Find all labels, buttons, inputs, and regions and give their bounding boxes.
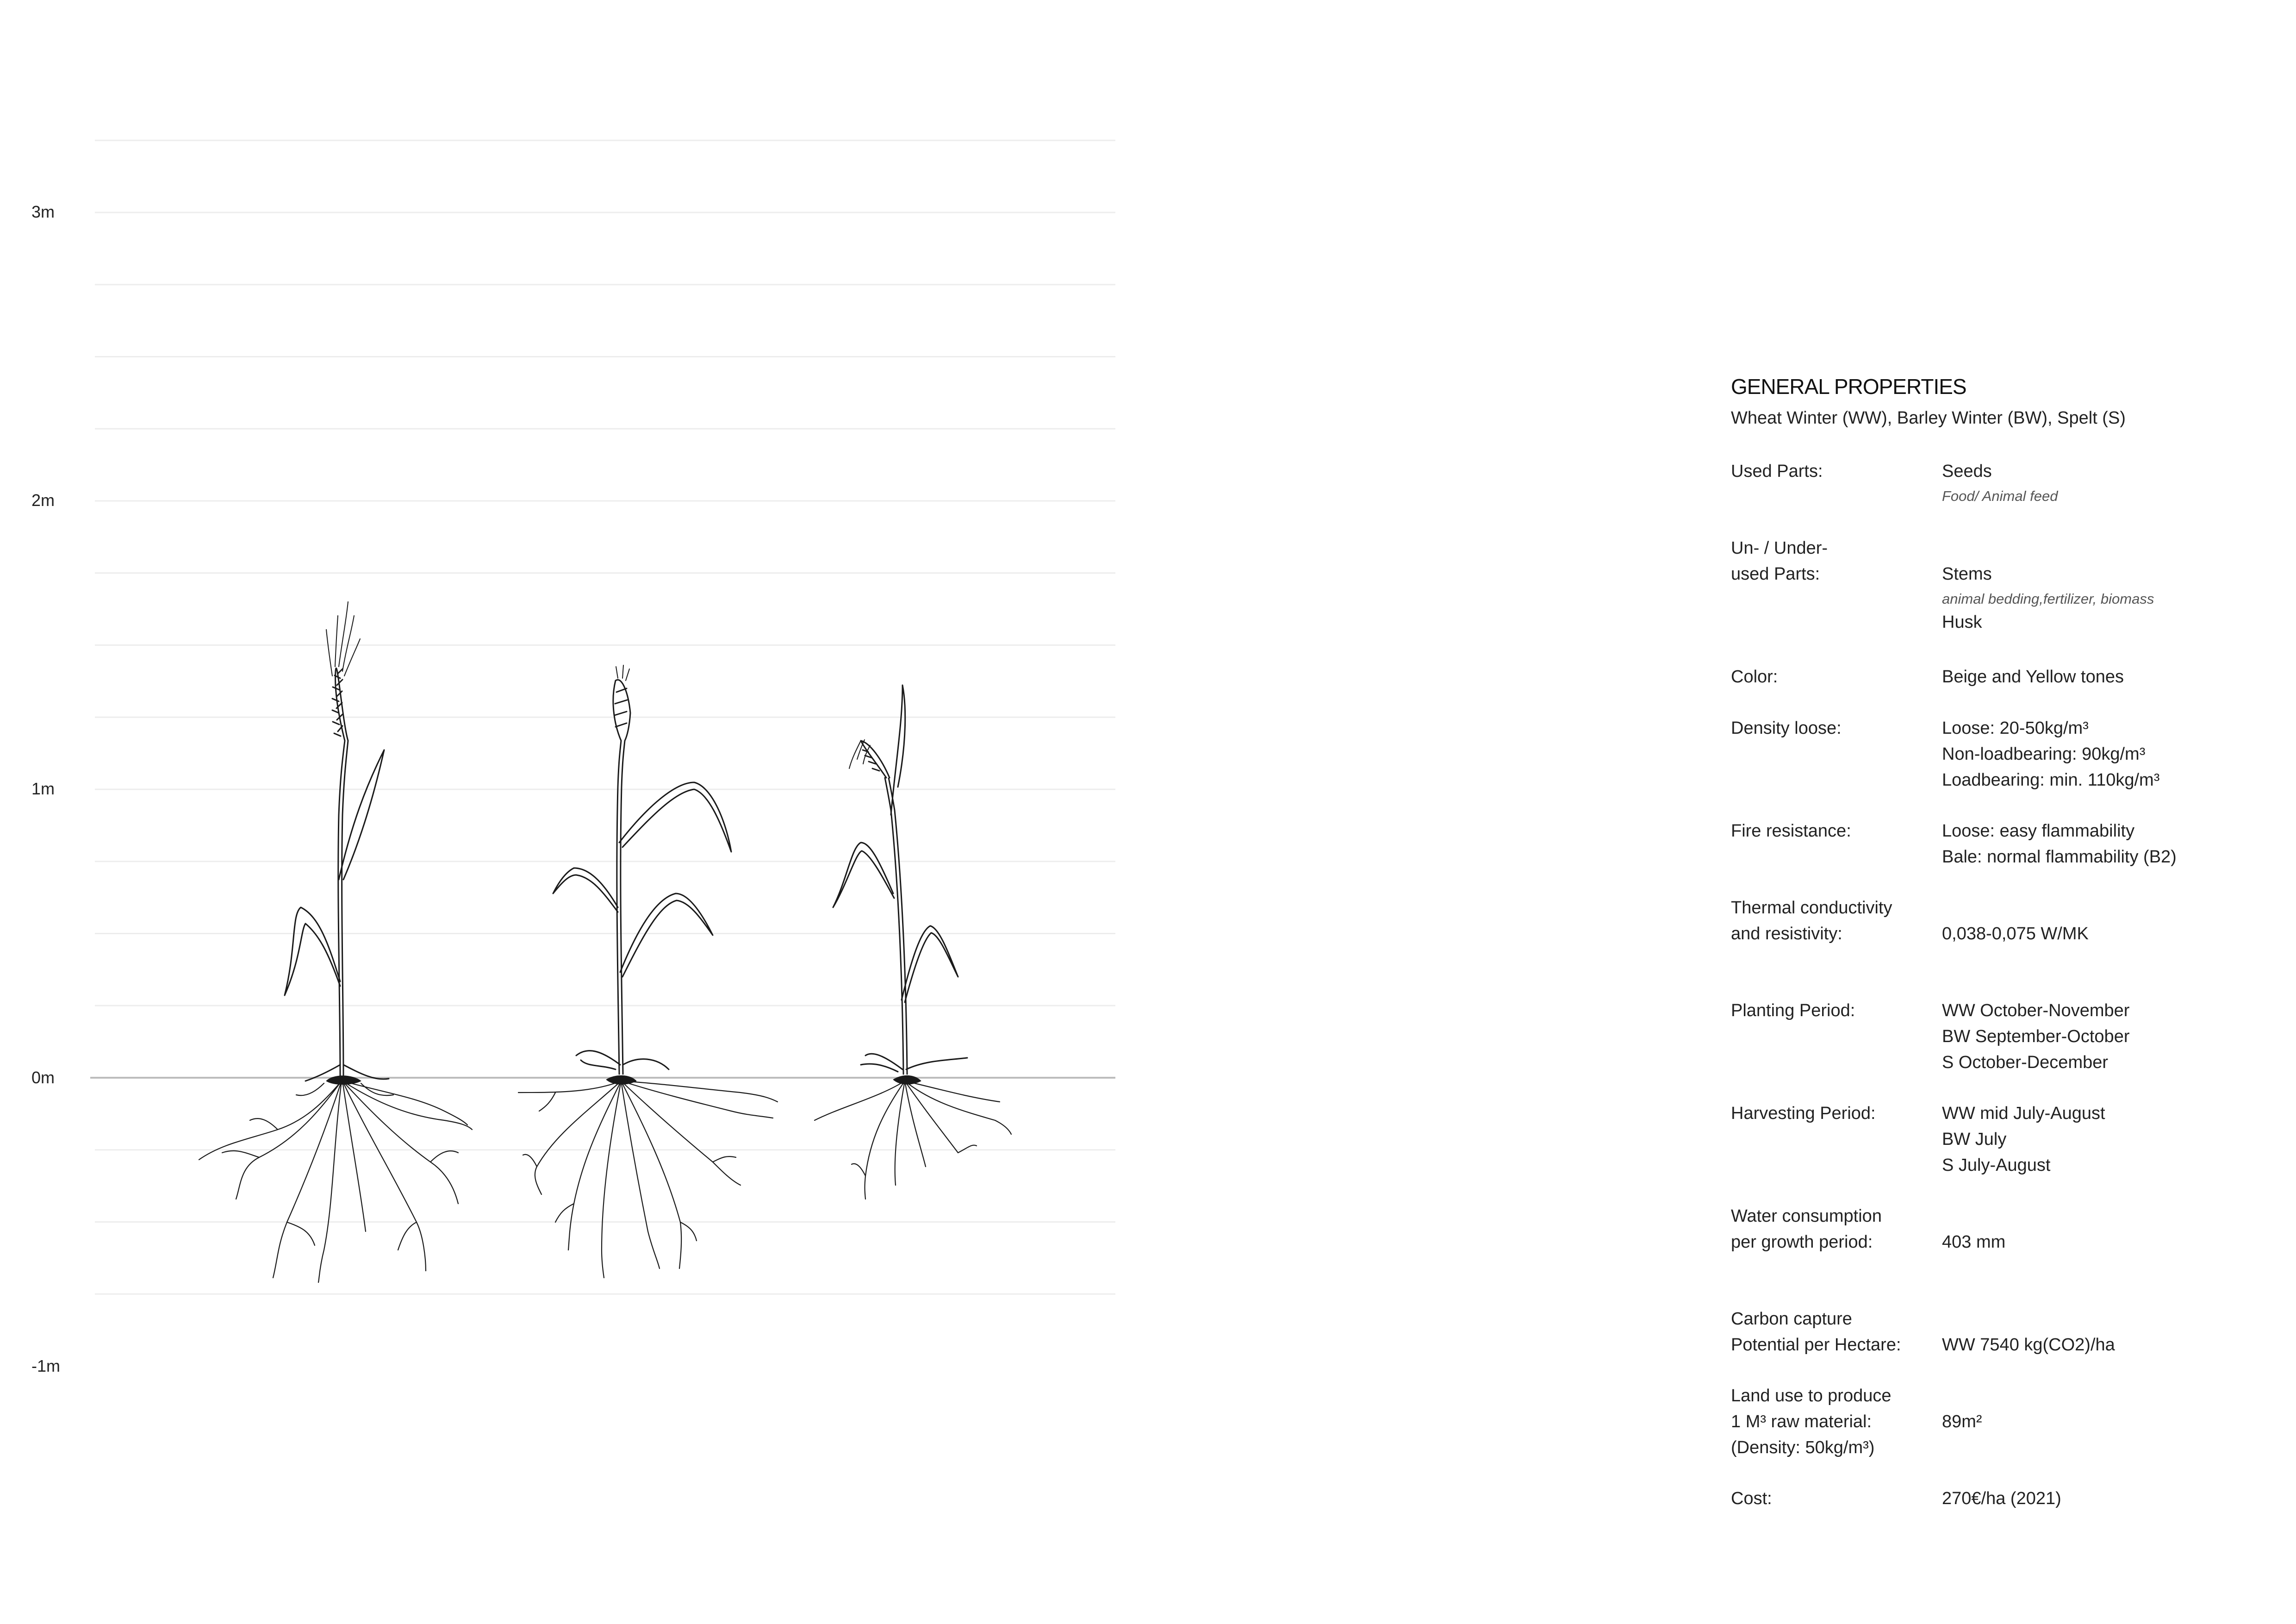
scale-label-1m: 1m	[31, 779, 55, 798]
land-label-line1: Land use to produce	[1731, 1386, 1892, 1405]
fire-bale: Bale: normal flammability (B2)	[1942, 847, 2177, 867]
water-consumption-label	[1731, 1203, 1935, 1255]
properties-subtitle: Wheat Winter (WW), Barley Winter (BW), Spelt (S)	[1731, 408, 2126, 428]
fire-resistance-label: Fire resistance:	[1731, 821, 1851, 841]
planting-period-value	[1942, 998, 2284, 1075]
planting-s: S October-December	[1942, 1053, 2109, 1072]
land-use-label	[1731, 1383, 1935, 1461]
cost-label: Cost:	[1731, 1489, 1772, 1508]
density-loadbearing: Loadbearing: min. 110kg/m³	[1942, 770, 2160, 790]
winter-barley-plant	[518, 665, 778, 1278]
thermal-value: 0,038-0,075 W/MK	[1942, 924, 2089, 943]
water-label-line2: per growth period:	[1731, 1232, 1873, 1252]
scale-label-minus-1m: -1m	[31, 1356, 60, 1375]
fire-loose: Loose: easy flammability	[1942, 821, 2135, 841]
harvesting-s: S July-August	[1942, 1156, 2051, 1175]
scale-label-3m: 3m	[31, 202, 55, 221]
land-label-line2: 1 M³ raw material:	[1731, 1412, 1872, 1431]
scale-gridlines	[95, 140, 1115, 1294]
scale-label-0m: 0m	[31, 1068, 55, 1087]
unused-parts-label-line2: used Parts:	[1731, 564, 1820, 584]
used-parts-label: Used Parts:	[1731, 462, 1823, 481]
water-consumption-value: 403 mm	[1942, 1232, 2006, 1252]
carbon-capture-value: WW 7540 kg(CO2)/ha	[1942, 1335, 2115, 1355]
unused-parts-label	[1731, 535, 1935, 587]
planting-period-label: Planting Period:	[1731, 1001, 1855, 1020]
unused-parts-stems: Stems	[1942, 564, 1992, 584]
harvesting-period-label: Harvesting Period:	[1731, 1104, 1876, 1123]
planting-bw: BW September-October	[1942, 1027, 2130, 1046]
color-value: Beige and Yellow tones	[1942, 667, 2124, 687]
used-parts-value	[1942, 458, 2284, 508]
carbon-label-line2: Potential per Hectare:	[1731, 1335, 1901, 1355]
density-loose: Loose: 20-50kg/m³	[1942, 718, 2089, 738]
harvesting-ww: WW mid July-August	[1942, 1104, 2105, 1123]
properties-title: GENERAL PROPERTIES	[1731, 375, 1966, 399]
unused-parts-label-line1: Un- / Under-	[1731, 538, 1828, 558]
density-non-loadbearing: Non-loadbearing: 90kg/m³	[1942, 744, 2146, 764]
harvesting-period-value	[1942, 1100, 2284, 1178]
cost-value: 270€/ha (2021)	[1942, 1489, 2061, 1508]
carbon-label-line1: Carbon capture	[1731, 1309, 1852, 1329]
land-label-line3: (Density: 50kg/m³)	[1731, 1438, 1875, 1457]
carbon-capture-label	[1731, 1306, 1935, 1358]
thermal-label	[1731, 895, 1935, 947]
spelt-plant	[815, 685, 1011, 1199]
scale-label-2m: 2m	[31, 491, 55, 510]
winter-wheat-plant	[199, 602, 472, 1282]
thermal-label-line2: and resistivity:	[1731, 924, 1842, 943]
used-parts-seeds: Seeds	[1942, 462, 1992, 481]
thermal-label-line1: Thermal conductivity	[1731, 898, 1892, 918]
general-properties-panel	[1731, 0, 2286, 1624]
density-value	[1942, 715, 2284, 793]
unused-parts-note: animal bedding,fertilizer, biomass	[1942, 591, 2154, 607]
color-label: Color:	[1731, 667, 1778, 687]
fire-resistance-value	[1942, 818, 2284, 870]
harvesting-bw: BW July	[1942, 1130, 2007, 1149]
unused-parts-husk: Husk	[1942, 612, 1982, 632]
density-label: Density loose:	[1731, 718, 1842, 738]
unused-parts-value	[1942, 561, 2284, 635]
used-parts-note: Food/ Animal feed	[1942, 488, 2058, 504]
water-label-line1: Water consumption	[1731, 1206, 1882, 1226]
land-use-value: 89m²	[1942, 1412, 1982, 1431]
planting-ww: WW October-November	[1942, 1001, 2130, 1020]
